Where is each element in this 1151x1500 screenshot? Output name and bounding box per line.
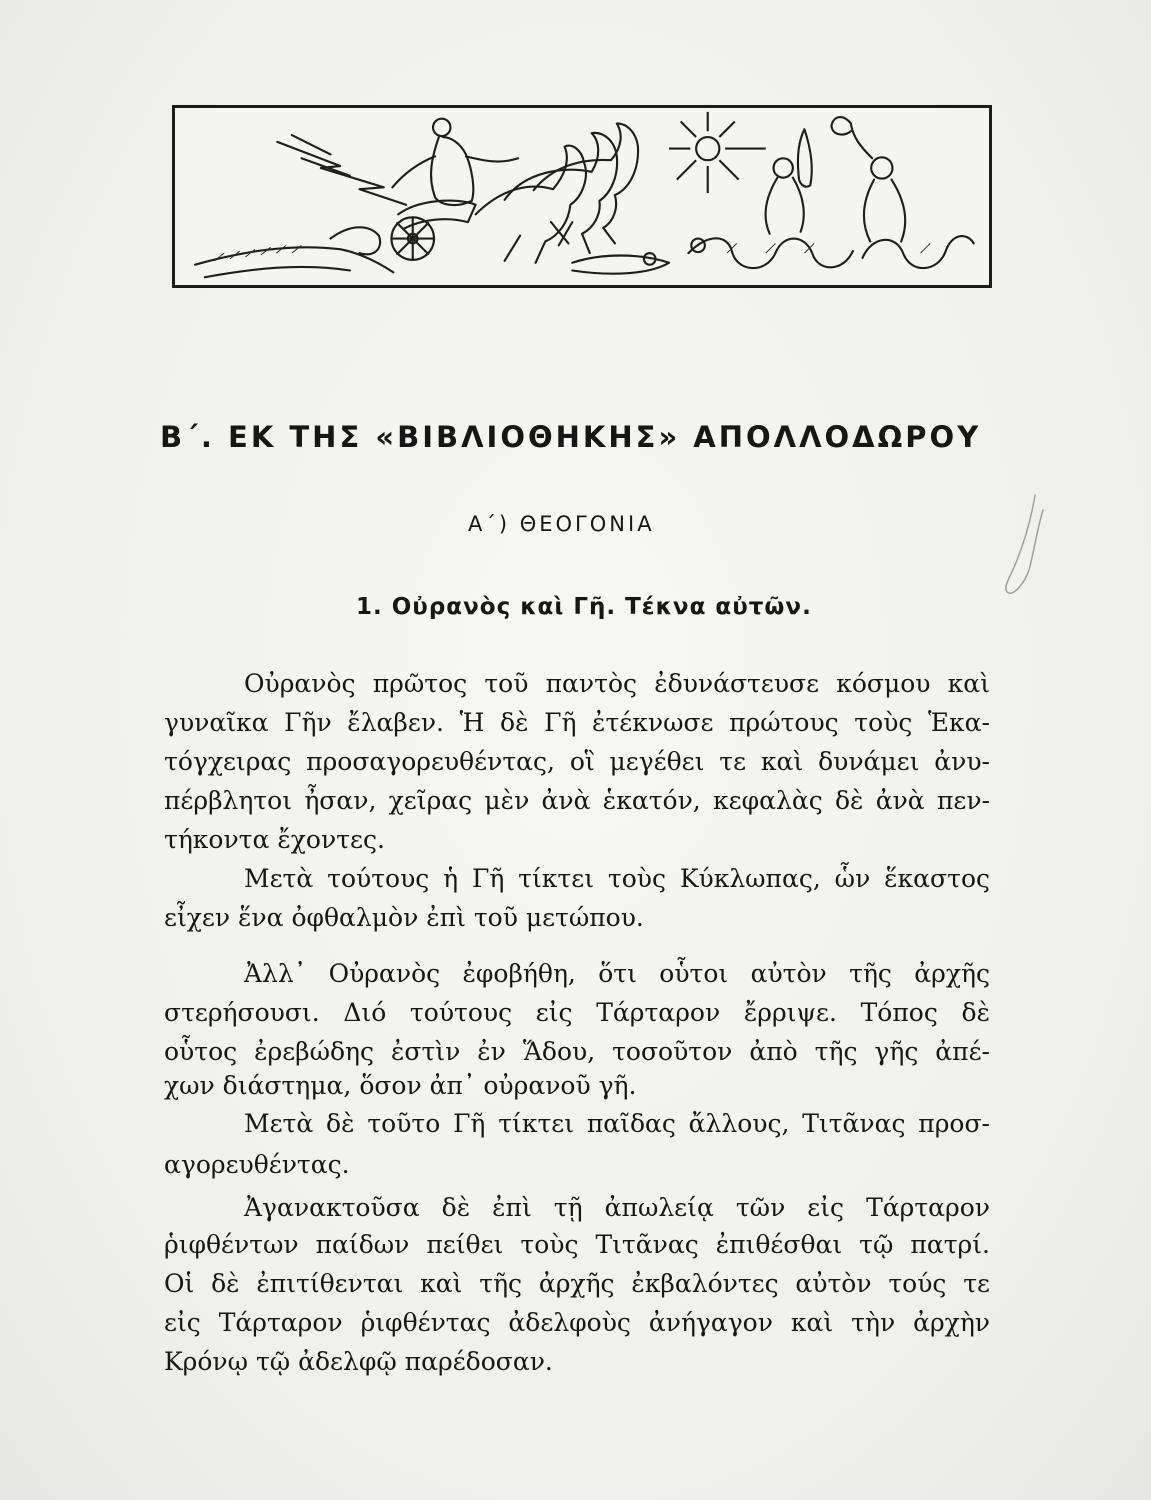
body-line: γυναῖκα Γῆν ἔλαβεν. Ἡ δὲ Γῆ ἐτέκνωσε πρώτους τοὺς Ἑκα- xyxy=(164,708,990,737)
section-title: Α΄) ΘΕΟΓΟΝΙΑ xyxy=(468,512,655,536)
body-line: τήκοντα ἔχοντες. xyxy=(164,825,385,854)
body-line: ῥιφθέντων παίδων πείθει τοὺς Τιτᾶνας ἐπιθέσθαι τῷ πατρί. xyxy=(164,1230,990,1259)
mythological-frieze-icon xyxy=(175,108,989,285)
body-line: Μετὰ τούτους ἡ Γῆ τίκτει τοὺς Κύκλωπας, ὧν ἕκαστος xyxy=(244,864,990,893)
body-line: Ἀγανακτοῦσα δὲ ἐπὶ τῇ ἀπωλείᾳ τῶν εἰς Τάρταρον xyxy=(244,1193,990,1222)
body-line: Ἀλλ᾽ Οὐρανὸς ἐφοβήθη, ὅτι οὗτοι αὐτὸν τῆς ἀρχῆς xyxy=(244,959,990,988)
body-line: στερήσουσι. Διό τούτους εἰς Τάρταρον ἔρριψε. Τόπος δὲ xyxy=(164,998,990,1027)
body-line: εἶχεν ἕνα ὀφθαλμὸν ἐπὶ τοῦ μετώπου. xyxy=(164,903,644,932)
body-line: χων διάστημα, ὅσον ἀπ᾽ οὐρανοῦ γῆ. xyxy=(164,1071,637,1100)
body-line: Οὐρανὸς πρῶτος τοῦ παντὸς ἐδυνάστευσε κόσμου καὶ xyxy=(244,669,990,698)
body-line: τόγχειρας προσαγορευθέντας, οἳ μεγέθει τε καὶ δυνάμει ἀνυ- xyxy=(164,747,990,776)
subsection-title: 1. Οὐρανὸς καὶ Γῆ. Τέκνα αὐτῶν. xyxy=(356,594,812,620)
body-line: πέρβλητοι ἦσαν, χεῖρας μὲν ἀνὰ ἑκατόν, κεφαλὰς δὲ ἀνὰ πεν- xyxy=(164,786,990,815)
body-line: Μετὰ δὲ τοῦτο Γῆ τίκτει παῖδας ἄλλους, Τιτᾶνας προσ- xyxy=(244,1109,990,1138)
body-line: εἰς Τάρταρον ῥιφθέντας ἀδελφοὺς ἀνήγαγον καὶ τὴν ἀρχὴν xyxy=(164,1308,990,1337)
sun-icon xyxy=(669,112,766,193)
body-line: οὗτος ἐρεβώδης ἐστὶν ἐν Ἅδου, τοσοῦτον ἀπὸ τῆς γῆς ἀπέ- xyxy=(164,1037,990,1066)
body-line: Κρόνῳ τῷ ἀδελφῷ παρέδοσαν. xyxy=(164,1347,553,1376)
body-line: αγορευθέντας. xyxy=(164,1150,350,1179)
body-line: Οἱ δὲ ἐπιτίθενται καὶ τῆς ἀρχῆς ἐκβαλόντες αὐτὸν τούς τε xyxy=(164,1269,990,1298)
pencil-mark-icon xyxy=(995,490,1050,600)
chapter-title: Β΄. ΕΚ ΤΗΣ «ΒΙΒΛΙΟΘΗΚΗΣ» ΑΠΟΛΛΟΔΩΡΟΥ xyxy=(160,420,982,454)
frieze-illustration xyxy=(172,105,992,288)
